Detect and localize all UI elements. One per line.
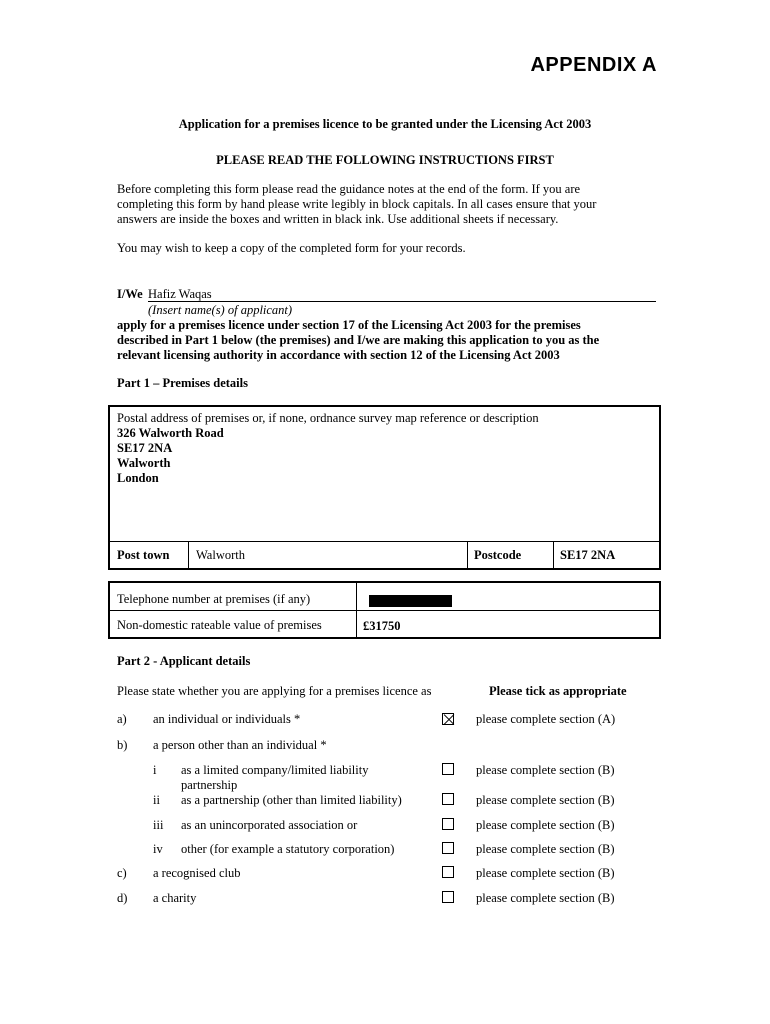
option-text-line: partnership [181,778,238,792]
intro-line: Before completing this form please read the guidance notes at the end of the form. If you are [117,182,581,196]
part1-heading: Part 1 – Premises details [117,376,248,390]
intro-paragraph [117,182,657,227]
address-line: Walworth [117,456,171,470]
option-marker: i [153,763,157,777]
option-note: please complete section (B) [476,842,615,856]
individual-checkbox[interactable] [442,713,454,725]
address-label: Postal address of premises or, if none, ordnance survey map reference or description [117,411,539,425]
statement-line: apply for a premises licence under section 17 of the Licensing Act 2003 for the premises [117,318,581,332]
applicant-name: Hafiz Waqas [148,287,212,301]
part2-question: Please state whether you are applying for a premises licence as [117,684,432,698]
option-text: a person other than an individual * [153,738,327,752]
charity-checkbox[interactable] [442,891,454,903]
option-marker: d) [117,891,128,905]
option-marker: a) [117,712,127,726]
redacted-telephone [369,595,452,607]
post-town-label: Post town [117,548,170,562]
intro-line: answers are inside the boxes and written in black ink. Use additional sheets if necessary. [117,212,559,226]
option-text: a charity [153,891,197,905]
option-text: other (for example a statutory corporation) [181,842,395,856]
premises-address-box [108,405,661,570]
option-note: please complete section (B) [476,818,615,832]
applicant-hint: (Insert name(s) of applicant) [148,303,293,317]
postcode-value[interactable]: SE17 2NA [560,548,616,562]
option-text-line: as a limited company/limited liability [181,763,369,777]
option-marker: b) [117,738,128,752]
divider [553,542,554,568]
post-town-value[interactable]: Walworth [196,548,245,562]
telephone-label: Telephone number at premises (if any) [117,592,311,606]
address-line: 326 Walworth Road [117,426,224,440]
part2-heading: Part 2 - Applicant details [117,654,251,668]
option-text: an individual or individuals * [153,712,301,726]
appendix-heading: APPENDIX A [530,54,657,76]
option-note: please complete section (A) [476,712,616,726]
option-note: please complete section (B) [476,763,615,777]
option-note: please complete section (B) [476,793,615,807]
partnership-checkbox[interactable] [442,793,454,805]
telephone-rateable-box [108,581,661,639]
intro-line: completing this form by hand please write legibly in block capitals. In all cases ensure that your [117,197,597,211]
option-text: a recognised club [153,866,241,880]
other-checkbox[interactable] [442,842,454,854]
limited-company-checkbox[interactable] [442,763,454,775]
option-marker: c) [117,866,127,880]
option-text: as a partnership (other than limited liability) [181,793,402,807]
copy-note: You may wish to keep a copy of the completed form for your records. [117,241,466,255]
post-town-row [110,541,659,568]
option-text: as an unincorporated association or [181,818,358,832]
unincorporated-association-checkbox[interactable] [442,818,454,830]
option-note: please complete section (B) [476,866,615,880]
option-note: please complete section (B) [476,891,615,905]
option-marker: iv [153,842,163,856]
divider [467,542,468,568]
divider [110,610,659,611]
option-text [181,763,368,793]
rateable-value[interactable]: £31750 [363,619,401,633]
postcode-label: Postcode [474,548,522,562]
address-line: London [117,471,159,485]
applicant-name-field[interactable] [148,287,656,302]
applicant-statement [117,318,657,363]
statement-line: described in Part 1 below (the premises) and I/we are making this application to you as the [117,333,600,347]
tick-heading: Please tick as appropriate [489,684,627,698]
applicant-prefix: I/We [117,287,143,301]
premises-address-area[interactable] [117,411,539,486]
form-title: Application for a premises licence to be granted under the Licensing Act 2003 [178,117,592,131]
address-line: SE17 2NA [117,441,173,455]
option-marker: ii [153,793,160,807]
option-marker: iii [153,818,164,832]
rateable-label: Non-domestic rateable value of premises [117,618,322,632]
divider [188,542,189,568]
instructions-heading: PLEASE READ THE FOLLOWING INSTRUCTIONS FIRST [216,153,554,167]
recognised-club-checkbox[interactable] [442,866,454,878]
statement-line: relevant licensing authority in accordance with section 12 of the Licensing Act 2003 [117,348,560,362]
